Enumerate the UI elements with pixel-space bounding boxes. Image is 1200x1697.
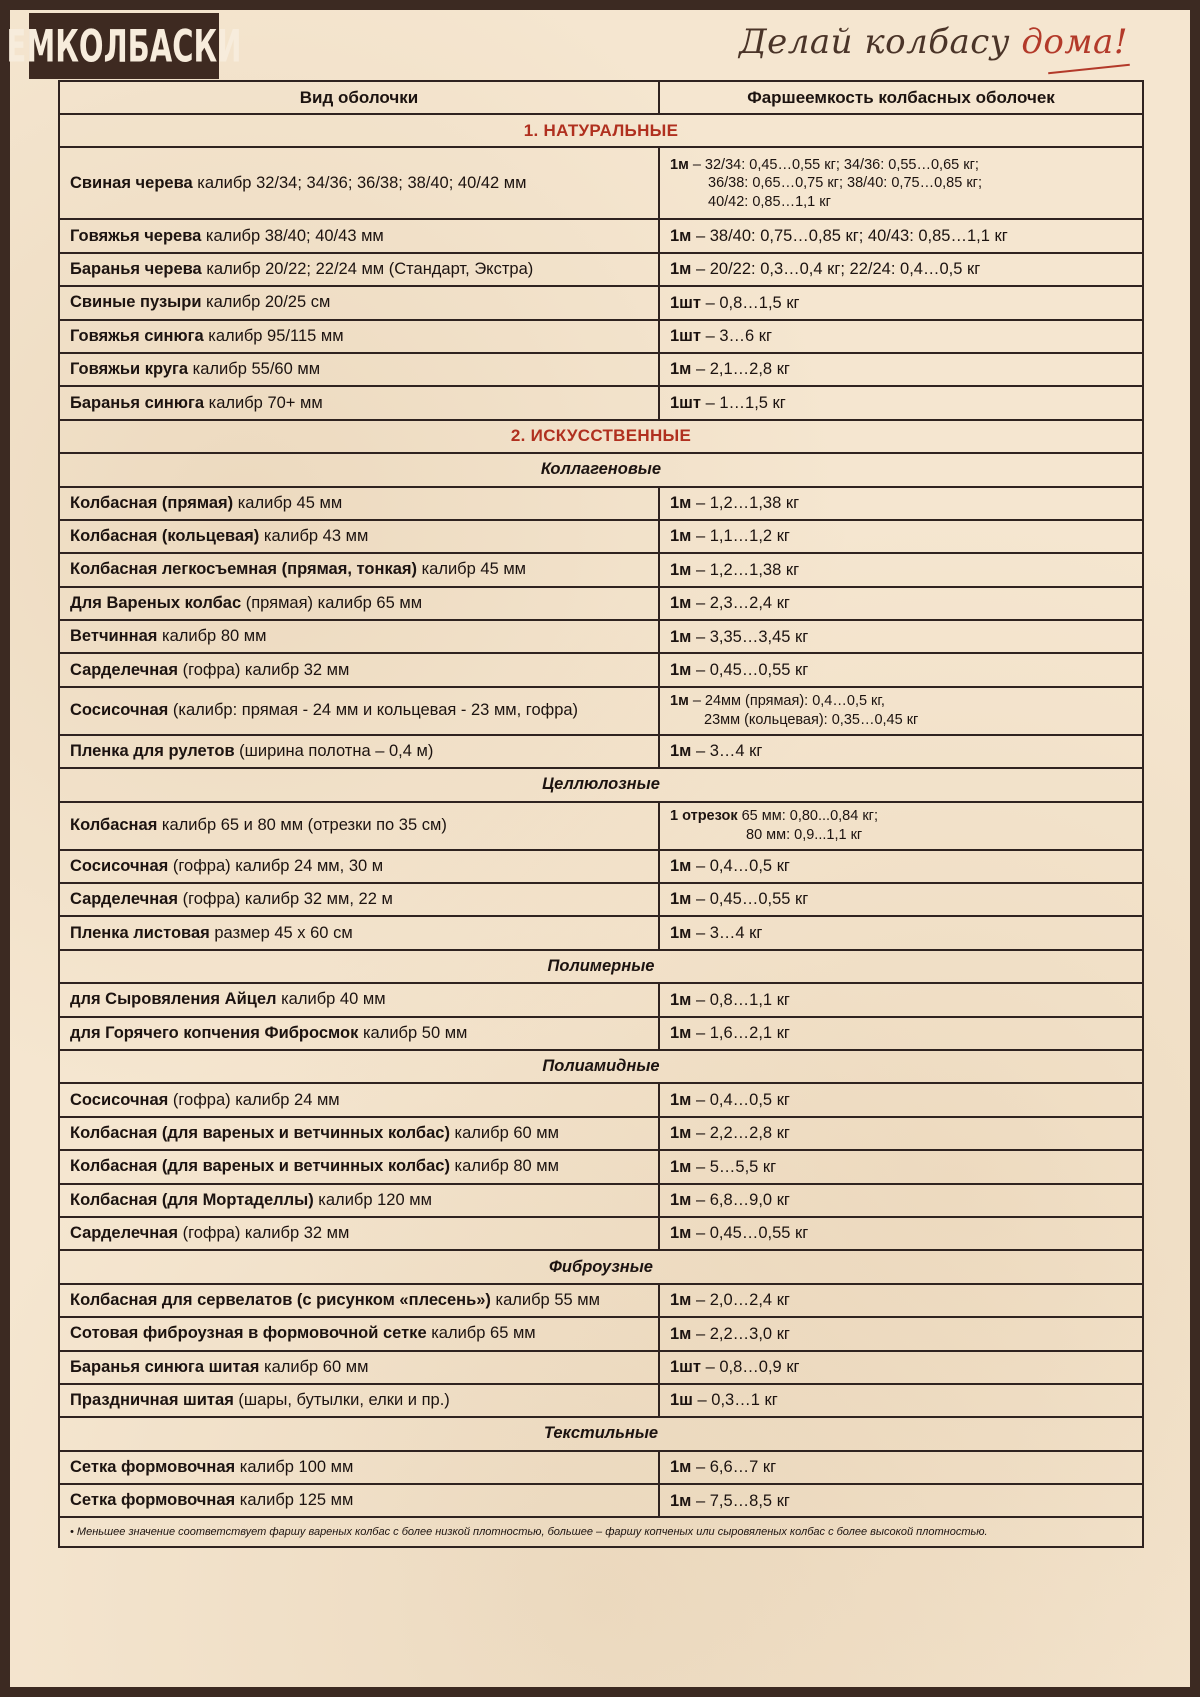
capacity-unit: 1м [670, 594, 692, 613]
casing-cell [59, 983, 659, 1016]
slogan-underline [1048, 64, 1130, 75]
casing-cell [59, 219, 659, 252]
capacity-cell [659, 1317, 1143, 1350]
capacity-value: – 1,2…1,38 кг [691, 560, 800, 579]
table-row [59, 1484, 1143, 1517]
capacity-unit: 1м [670, 990, 692, 1009]
capacity-cell [659, 1117, 1143, 1150]
capacity-cell [659, 1217, 1143, 1250]
capacity-cell [659, 735, 1143, 768]
casing-desc: (гофра) калибр 32 мм [178, 1224, 350, 1243]
subsection-row [59, 1417, 1143, 1450]
capacity-cell [659, 553, 1143, 586]
capacity-value: – 1,1…1,2 кг [691, 527, 790, 546]
casing-desc: (гофра) калибр 24 мм, 30 м [168, 856, 384, 875]
casing-desc: калибр 65 и 80 мм (отрезки по 35 см) [157, 816, 447, 835]
casing-desc: калибр 60 мм [449, 1123, 559, 1142]
capacity-value: – 0,8…1,1 кг [691, 990, 790, 1009]
capacity-unit: 1м [670, 693, 689, 710]
capacity-unit: 1м [670, 1324, 692, 1343]
capacity-value-line2: 23мм (кольцевая): 0,35…0,45 кг [704, 711, 919, 728]
capacity-cell [659, 883, 1143, 916]
section-artificial: 2. ИСКУССТВЕННЫЕ [59, 420, 1143, 453]
section-row [59, 420, 1143, 453]
casing-cell [59, 487, 659, 520]
capacity-value-line2: 80 мм: 0,9...1,1 кг [746, 826, 863, 843]
table-row [59, 1083, 1143, 1116]
slogan [739, 22, 1128, 62]
table-row [59, 553, 1143, 586]
casing-desc: калибр 80 мм [449, 1157, 559, 1176]
casing-name: Колбасная для сервелатов (с рисунком «плесень») [70, 1290, 491, 1309]
casing-desc: калибр 60 мм [259, 1357, 369, 1376]
table-row [59, 802, 1143, 850]
casing-cell [59, 620, 659, 653]
casing-desc: калибр 40 мм [276, 990, 386, 1009]
capacity-unit: 1м [670, 1291, 692, 1310]
casing-name: Пленка листовая [70, 923, 210, 942]
casing-cell [59, 1451, 659, 1484]
capacity-cell [659, 286, 1143, 319]
capacity-value: – 2,0…2,4 кг [691, 1291, 790, 1310]
capacity-value-line2: 36/38: 0,65…0,75 кг; 38/40: 0,75…0,85 кг; [708, 175, 982, 192]
casing-cell [59, 353, 659, 386]
capacity-value: – 3…6 кг [701, 327, 773, 345]
capacity-cell [659, 320, 1143, 353]
casing-name: Говяжья синюга [70, 326, 204, 345]
slogan-main: Делай колбасу [738, 22, 1022, 62]
casing-name: Сотовая фиброузная в формовочной сетке [70, 1324, 427, 1343]
capacity-value: – 0,4…0,5 кг [691, 1090, 790, 1109]
subsection-row [59, 1250, 1143, 1283]
table-row [59, 735, 1143, 768]
casing-cell [59, 1150, 659, 1183]
casing-cell [59, 916, 659, 949]
capacity-value: – 0,45…0,55 кг [691, 1224, 809, 1243]
casing-name: Колбасная (кольцевая) [70, 527, 260, 546]
capacity-value: – 2,3…2,4 кг [691, 594, 790, 613]
capacity-value: – 0,8…1,5 кг [701, 293, 800, 312]
casing-cell [59, 802, 659, 850]
capacity-unit: 1м [670, 923, 692, 942]
casing-name: Ветчинная [70, 627, 158, 646]
casing-name: Сарделечная [70, 1224, 178, 1243]
casing-name: Свиные пузыри [70, 293, 202, 312]
casing-name: Баранья черева [70, 259, 202, 278]
table-header-row [59, 81, 1143, 114]
casing-cell [59, 253, 659, 286]
capacity-unit: 1м [670, 857, 692, 876]
casing-desc: калибр 38/40; 40/43 мм [201, 226, 384, 245]
capacity-cell [659, 1484, 1143, 1517]
subsection-row [59, 768, 1143, 801]
capacity-unit: 1м [670, 890, 692, 909]
casing-name: Сосисочная [70, 701, 169, 720]
capacity-unit: 1м [670, 527, 692, 546]
capacity-unit: 1м [670, 1491, 692, 1510]
table-row [59, 253, 1143, 286]
capacity-value: – 20/22: 0,3…0,4 кг; 22/24: 0,4…0,5 кг [691, 260, 981, 279]
capacity-cell [659, 802, 1143, 850]
capacity-unit: 1м [670, 1090, 692, 1109]
capacity-cell [659, 916, 1143, 949]
capacity-value: – 38/40: 0,75…0,85 кг; 40/43: 0,85…1,1 кг [691, 226, 1008, 245]
table-row [59, 1217, 1143, 1250]
casing-cell [59, 286, 659, 319]
slogan-accent: дома! [1021, 22, 1128, 62]
capacity-unit: 1м [670, 1024, 692, 1043]
capacity-unit: 1шт [670, 293, 702, 312]
table-row [59, 1184, 1143, 1217]
casing-name: Сарделечная [70, 660, 178, 679]
casing-name: Говяжья черева [70, 226, 202, 245]
brand-logo[interactable] [6, 13, 242, 79]
casing-cell [59, 687, 659, 735]
capacity-value: – 0,45…0,55 кг [691, 660, 809, 679]
table-row [59, 687, 1143, 735]
capacity-unit: 1м [670, 1458, 692, 1477]
casing-name: Колбасная (для вареных и ветчинных колбас) [70, 1123, 450, 1142]
capacity-cell [659, 1384, 1143, 1417]
casing-name: Колбасная (для вареных и ветчинных колбас) [70, 1157, 450, 1176]
capacity-value: 65 мм: 0,80...0,84 кг; [737, 808, 878, 825]
casing-desc: калибр 45 мм [233, 493, 343, 512]
casing-cell [59, 1117, 659, 1150]
capacity-unit: 1м [670, 1224, 692, 1243]
casing-desc: калибр 43 мм [259, 527, 369, 546]
capacity-value: – 2,1…2,8 кг [691, 360, 790, 379]
casing-desc: (прямая) калибр 65 мм [241, 593, 423, 612]
capacity-cell [659, 1351, 1143, 1384]
casing-cell [59, 850, 659, 883]
casing-cell [59, 1351, 659, 1384]
capacity-value: – 6,8…9,0 кг [691, 1190, 790, 1209]
casing-cell [59, 320, 659, 353]
capacity-value: – 3,35…3,45 кг [691, 627, 809, 646]
capacity-cell [659, 219, 1143, 252]
page [6, 10, 1190, 1687]
capacity-unit: 1шт [670, 1357, 702, 1376]
casing-desc: калибр 70+ мм [204, 393, 323, 412]
table-row [59, 1351, 1143, 1384]
casing-name: Сосисочная [70, 856, 169, 875]
subsection-cellulose: Целлюлозные [59, 768, 1143, 801]
casing-desc: калибр 20/25 см [201, 293, 331, 312]
subsection-row [59, 950, 1143, 983]
table-row [59, 1384, 1143, 1417]
casing-cell [59, 520, 659, 553]
casing-desc: (гофра) калибр 24 мм [168, 1090, 340, 1109]
casing-desc: калибр 100 мм [235, 1457, 354, 1476]
capacity-unit: 1м [670, 627, 692, 646]
table-row [59, 1317, 1143, 1350]
casing-desc: размер 45 х 60 см [209, 923, 353, 942]
casing-name: Пленка для рулетов [70, 742, 235, 761]
casing-cell [59, 1217, 659, 1250]
casing-name: Сарделечная [70, 890, 178, 909]
casing-name: Для Вареных колбас [70, 593, 242, 612]
table-row [59, 653, 1143, 686]
section-row [59, 114, 1143, 147]
capacity-value: – 7,5…8,5 кг [691, 1491, 790, 1510]
casing-cell [59, 883, 659, 916]
capacity-unit: 1м [670, 226, 692, 245]
table-row [59, 286, 1143, 319]
casing-name: Колбасная [70, 816, 158, 835]
table-row [59, 353, 1143, 386]
table-row [59, 620, 1143, 653]
casing-name: Свиная черева [70, 173, 193, 192]
capacity-cell [659, 620, 1143, 653]
capacity-unit: 1м [670, 493, 692, 512]
capacity-cell [659, 1083, 1143, 1116]
subsection-row [59, 1050, 1143, 1083]
subsection-row [59, 453, 1143, 486]
casing-desc: калибр 32/34; 34/36; 36/38; 38/40; 40/42 мм [192, 173, 527, 192]
capacity-value: – 0,4…0,5 кг [691, 857, 790, 876]
capacity-value: – 3…4 кг [691, 923, 763, 942]
capacity-value: – 0,8…0,9 кг [701, 1357, 800, 1376]
casing-desc: (гофра) калибр 32 мм [178, 660, 350, 679]
capacity-unit: 1м [670, 360, 692, 379]
table-row [59, 386, 1143, 419]
capacity-value: – 1,2…1,38 кг [691, 493, 800, 512]
capacity-unit: 1шт [670, 327, 702, 345]
casing-desc: (гофра) калибр 32 мм, 22 м [178, 890, 393, 909]
casing-cell [59, 587, 659, 620]
capacity-unit: 1м [670, 1190, 692, 1209]
table-row [59, 320, 1143, 353]
capacity-cell [659, 1184, 1143, 1217]
casing-name: Праздничная шитая [70, 1391, 234, 1410]
capacity-cell [659, 587, 1143, 620]
casing-cell [59, 1384, 659, 1417]
capacity-unit: 1м [670, 560, 692, 579]
capacity-cell [659, 687, 1143, 735]
casing-cell [59, 1017, 659, 1050]
table-row [59, 587, 1143, 620]
capacity-value: – 2,2…3,0 кг [691, 1324, 790, 1343]
capacity-cell [659, 520, 1143, 553]
footnote: • Меньшее значение соответствует фаршу вареных колбас с более низкой плотностью, большее – фаршу копченых или сыровяленых колбас с более высокой плотностью. [59, 1517, 1143, 1547]
capacity-value: – 24мм (прямая): 0,4…0,5 кг, [688, 693, 885, 710]
header-capacity: Фаршеемкость колбасных оболочек [659, 81, 1143, 114]
subsection-textile: Текстильные [59, 1417, 1143, 1450]
capacity-unit: 1 отрезок [670, 808, 738, 825]
casing-name: Баранья синюга [70, 393, 205, 412]
capacity-unit: 1ш [670, 1391, 693, 1410]
casing-desc: калибр 20/22; 22/24 мм (Стандарт, Экстра) [201, 259, 534, 278]
casing-desc: калибр 95/115 мм [203, 326, 344, 345]
casing-desc: калибр 120 мм [313, 1190, 432, 1209]
casing-name: Сосисочная [70, 1090, 169, 1109]
casing-name: для Сыровяления Айцел [70, 990, 277, 1009]
casings-table [58, 80, 1144, 1548]
casing-desc: калибр 45 мм [417, 560, 527, 579]
subsection-polymer: Полимерные [59, 950, 1143, 983]
capacity-unit: 1м [670, 260, 692, 279]
capacity-cell [659, 353, 1143, 386]
capacity-value-line3: 40/42: 0,85…1,1 кг [708, 193, 831, 210]
casing-name: Колбасная легкосъемная (прямая, тонкая) [70, 560, 417, 579]
casing-cell [59, 735, 659, 768]
capacity-cell [659, 1150, 1143, 1183]
table-row [59, 520, 1143, 553]
capacity-cell [659, 386, 1143, 419]
casing-cell [59, 653, 659, 686]
footnote-row [59, 1517, 1143, 1547]
table-row [59, 1150, 1143, 1183]
capacity-cell [659, 850, 1143, 883]
capacity-unit: 1м [670, 660, 692, 679]
capacity-value: – 2,2…2,8 кг [691, 1124, 790, 1143]
capacity-value: – 6,6…7 кг [691, 1458, 777, 1477]
casing-desc: калибр 125 мм [235, 1491, 354, 1510]
capacity-unit: 1м [670, 742, 692, 761]
casing-desc: (шары, бутылки, елки и пр.) [233, 1391, 450, 1410]
casing-cell [59, 386, 659, 419]
casing-cell [59, 1317, 659, 1350]
table-row [59, 1451, 1143, 1484]
casing-cell [59, 1284, 659, 1317]
capacity-cell [659, 253, 1143, 286]
capacity-cell [659, 983, 1143, 1016]
capacity-value: – 3…4 кг [691, 742, 763, 761]
capacity-cell [659, 1284, 1143, 1317]
casing-cell [59, 1083, 659, 1116]
table-row [59, 219, 1143, 252]
casing-cell [59, 147, 659, 219]
logo-text: ЕМКОЛБАСКИ [6, 19, 242, 73]
capacity-cell [659, 1451, 1143, 1484]
casing-name: Сетка формовочная [70, 1457, 236, 1476]
capacity-unit: 1шт [670, 393, 702, 412]
casing-name: Колбасная (для Мортаделлы) [70, 1190, 314, 1209]
table-row [59, 1017, 1143, 1050]
capacity-value: – 1…1,5 кг [701, 393, 786, 412]
capacity-unit: 1м [670, 156, 689, 173]
casing-cell [59, 1184, 659, 1217]
capacity-value: – 1,6…2,1 кг [691, 1024, 790, 1043]
capacity-cell [659, 487, 1143, 520]
table-row [59, 1117, 1143, 1150]
casing-name: Сетка формовочная [70, 1491, 236, 1510]
capacity-cell [659, 653, 1143, 686]
capacity-unit: 1м [670, 1157, 692, 1176]
subsection-collagen: Коллагеновые [59, 453, 1143, 486]
table-row [59, 883, 1143, 916]
capacity-unit: 1м [670, 1124, 692, 1143]
table-row [59, 916, 1143, 949]
casing-name: для Горячего копчения Фибросмок [70, 1023, 359, 1042]
casing-desc: калибр 65 мм [426, 1324, 536, 1343]
casing-cell [59, 553, 659, 586]
table-row [59, 487, 1143, 520]
header-casing-type: Вид оболочки [59, 81, 659, 114]
capacity-cell [659, 1017, 1143, 1050]
casing-desc: калибр 80 мм [157, 627, 267, 646]
casing-name: Говяжьи круга [70, 360, 189, 379]
casing-desc: калибр 55 мм [490, 1290, 600, 1309]
table-row [59, 983, 1143, 1016]
casing-desc: (ширина полотна – 0,4 м) [234, 742, 434, 761]
casing-name: Колбасная (прямая) [70, 493, 234, 512]
casing-name: Баранья синюга шитая [70, 1357, 260, 1376]
capacity-value: – 5…5,5 кг [691, 1157, 777, 1176]
capacity-cell [659, 147, 1143, 219]
capacity-value: – 0,45…0,55 кг [691, 890, 809, 909]
subsection-fibrous: Фиброузные [59, 1250, 1143, 1283]
table-row [59, 1284, 1143, 1317]
capacity-value: – 0,3…1 кг [692, 1391, 778, 1410]
casing-desc: (калибр: прямая - 24 мм и кольцевая - 23 мм, гофра) [168, 701, 579, 720]
table-row [59, 147, 1143, 219]
casing-desc: калибр 55/60 мм [188, 360, 321, 379]
casing-desc: калибр 50 мм [358, 1023, 468, 1042]
subsection-polyamide: Полиамидные [59, 1050, 1143, 1083]
capacity-value: – 32/34: 0,45…0,55 кг; 34/36: 0,55…0,65 кг; [688, 156, 979, 173]
casing-cell [59, 1484, 659, 1517]
section-natural: 1. НАТУРАЛЬНЫЕ [59, 114, 1143, 147]
table-row [59, 850, 1143, 883]
